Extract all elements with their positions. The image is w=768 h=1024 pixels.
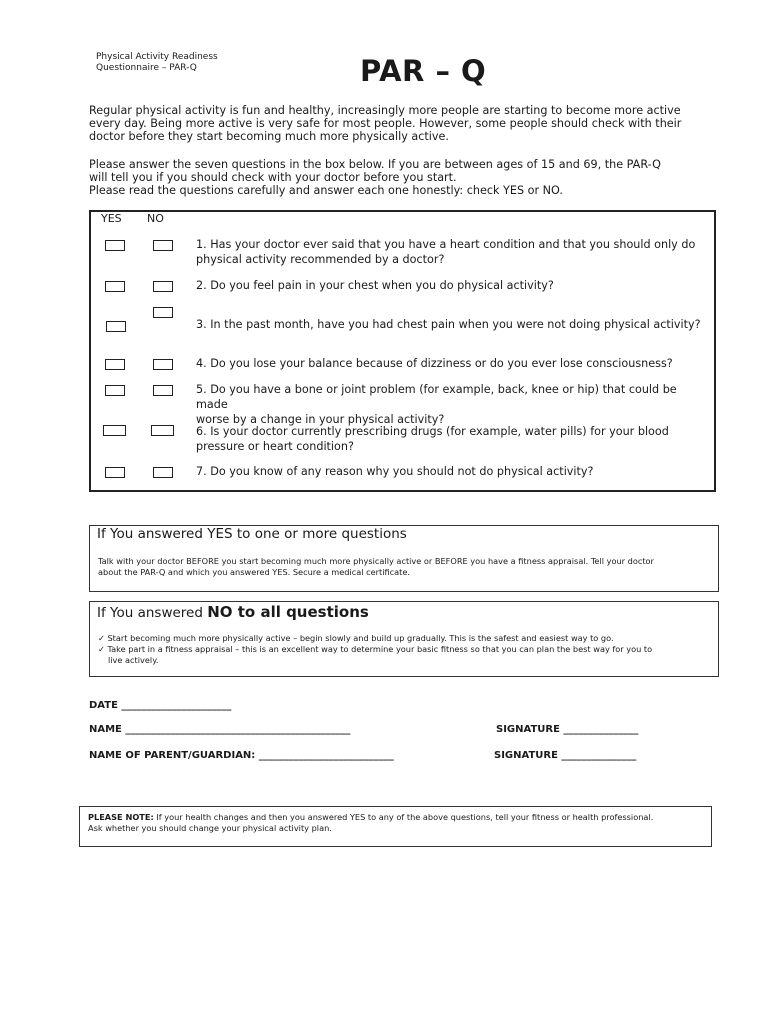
question-text: 5. Do you have a bone or joint problem (for example, back, knee or hip) that could be made xyxy=(196,383,677,411)
note-line: If your health changes and then you answered YES to any of the above questions, tell your fitness or health professional. xyxy=(153,812,654,822)
bullet-text: Start becoming much more physically active – begin slowly and build up gradually. This is the safest and easiest way to go. xyxy=(107,633,614,643)
no-box-list xyxy=(98,633,713,666)
question-text: physical activity recommended by a doctor? xyxy=(196,253,445,266)
question-6 xyxy=(196,424,708,454)
note-line-2: Ask whether you should change your physical activity plan. xyxy=(88,823,332,833)
question-text: pressure or heart condition? xyxy=(196,440,354,453)
intro-paragraph-1 xyxy=(89,104,689,143)
no-column-header: NO xyxy=(147,212,164,225)
q1-no-checkbox[interactable] xyxy=(153,240,173,251)
yes-box-heading: If You answered YES to one or more questions xyxy=(97,526,407,542)
subtitle-line-1: Physical Activity Readiness xyxy=(96,52,218,62)
intro-line: Please answer the seven questions in the box below. If you are between ages of 15 and 69, the PAR-Q xyxy=(89,158,661,171)
q2-yes-checkbox[interactable] xyxy=(105,281,125,292)
note-line-1 xyxy=(88,812,708,823)
q7-no-checkbox[interactable] xyxy=(153,467,173,478)
question-text: 2. Do you feel pain in your chest when you do physical activity? xyxy=(196,279,554,292)
q4-yes-checkbox[interactable] xyxy=(105,359,125,370)
note-label: PLEASE NOTE: xyxy=(88,812,154,822)
yes-column-header: YES xyxy=(101,212,122,225)
no-answer-box xyxy=(89,601,719,677)
yes-box-line: about the PAR-Q and which you answered YES. Secure a medical certificate. xyxy=(98,567,411,577)
question-3 xyxy=(196,317,708,332)
question-text: 1. Has your doctor ever said that you have a heart condition and that you should only do xyxy=(196,238,696,251)
no-box-heading xyxy=(97,603,369,621)
intro-line: Please read the questions carefully and answer each one honestly: check YES or NO. xyxy=(89,184,563,197)
q5-yes-checkbox[interactable] xyxy=(105,385,125,396)
q2-no-checkbox[interactable] xyxy=(153,281,173,292)
check-icon: ✓ xyxy=(98,633,105,643)
question-text: 7. Do you know of any reason why you should not do physical activity? xyxy=(196,465,594,478)
intro-line: doctor before they start becoming much more physically active. xyxy=(89,130,449,143)
q6-yes-checkbox[interactable] xyxy=(103,425,126,436)
parent-guardian-field[interactable]: NAME OF PARENT/GUARDIAN: ___________________________ xyxy=(89,750,394,761)
subtitle-line-2: Questionnaire – PAR-Q xyxy=(96,63,197,73)
name-field[interactable]: NAME _____________________________________________ xyxy=(89,724,351,735)
no-box-heading-pre: If You answered xyxy=(97,605,208,621)
question-text: worse by a change in your physical activity? xyxy=(196,413,445,426)
question-4 xyxy=(196,356,708,371)
no-box-bullet-2 xyxy=(98,644,713,655)
question-text: 4. Do you lose your balance because of dizziness or do you ever lose consciousness? xyxy=(196,357,673,370)
note-text xyxy=(88,812,708,834)
yes-box-line: Talk with your doctor BEFORE you start becoming much more physically active or BEFORE you have a fitness appraisal. Tell your doctor xyxy=(98,556,654,566)
q3-yes-checkbox[interactable] xyxy=(106,321,126,332)
intro-line: Regular physical activity is fun and healthy, increasingly more people are starting to become more active xyxy=(89,104,681,117)
no-box-bullet-1 xyxy=(98,633,713,644)
q4-no-checkbox[interactable] xyxy=(153,359,173,370)
no-box-heading-bold: NO to all questions xyxy=(207,603,369,621)
q5-no-checkbox[interactable] xyxy=(153,385,173,396)
q1-yes-checkbox[interactable] xyxy=(105,240,125,251)
yes-answer-box xyxy=(89,525,719,592)
intro-line: every day. Being more active is very safe for most people. However, some people should check with their xyxy=(89,117,682,130)
question-5 xyxy=(196,382,708,427)
intro-line: will tell you if you should check with your doctor before you start. xyxy=(89,171,457,184)
question-2 xyxy=(196,278,708,293)
question-1 xyxy=(196,237,708,267)
intro-paragraph-2 xyxy=(89,158,689,197)
parent-signature-field[interactable]: SIGNATURE _______________ xyxy=(494,750,637,761)
q6-no-checkbox[interactable] xyxy=(151,425,174,436)
please-note-box xyxy=(79,806,712,847)
q3-no-checkbox[interactable] xyxy=(153,307,173,318)
question-7 xyxy=(196,464,708,479)
question-text: 3. In the past month, have you had chest pain when you were not doing physical activity? xyxy=(196,318,701,331)
yes-box-text xyxy=(98,556,713,578)
question-text: 6. Is your doctor currently prescribing drugs (for example, water pills) for your blood xyxy=(196,425,669,438)
check-icon: ✓ xyxy=(98,644,105,654)
date-field[interactable]: DATE ______________________ xyxy=(89,700,232,711)
page-title: PAR – Q xyxy=(360,54,487,88)
bullet-text: Take part in a fitness appraisal – this is an excellent way to determine your basic fitness so that you can plan the best way for you to xyxy=(107,644,653,654)
q7-yes-checkbox[interactable] xyxy=(105,467,125,478)
form-subtitle xyxy=(96,52,218,74)
bullet-text: live actively. xyxy=(108,655,159,665)
signature-field[interactable]: SIGNATURE _______________ xyxy=(496,724,639,735)
